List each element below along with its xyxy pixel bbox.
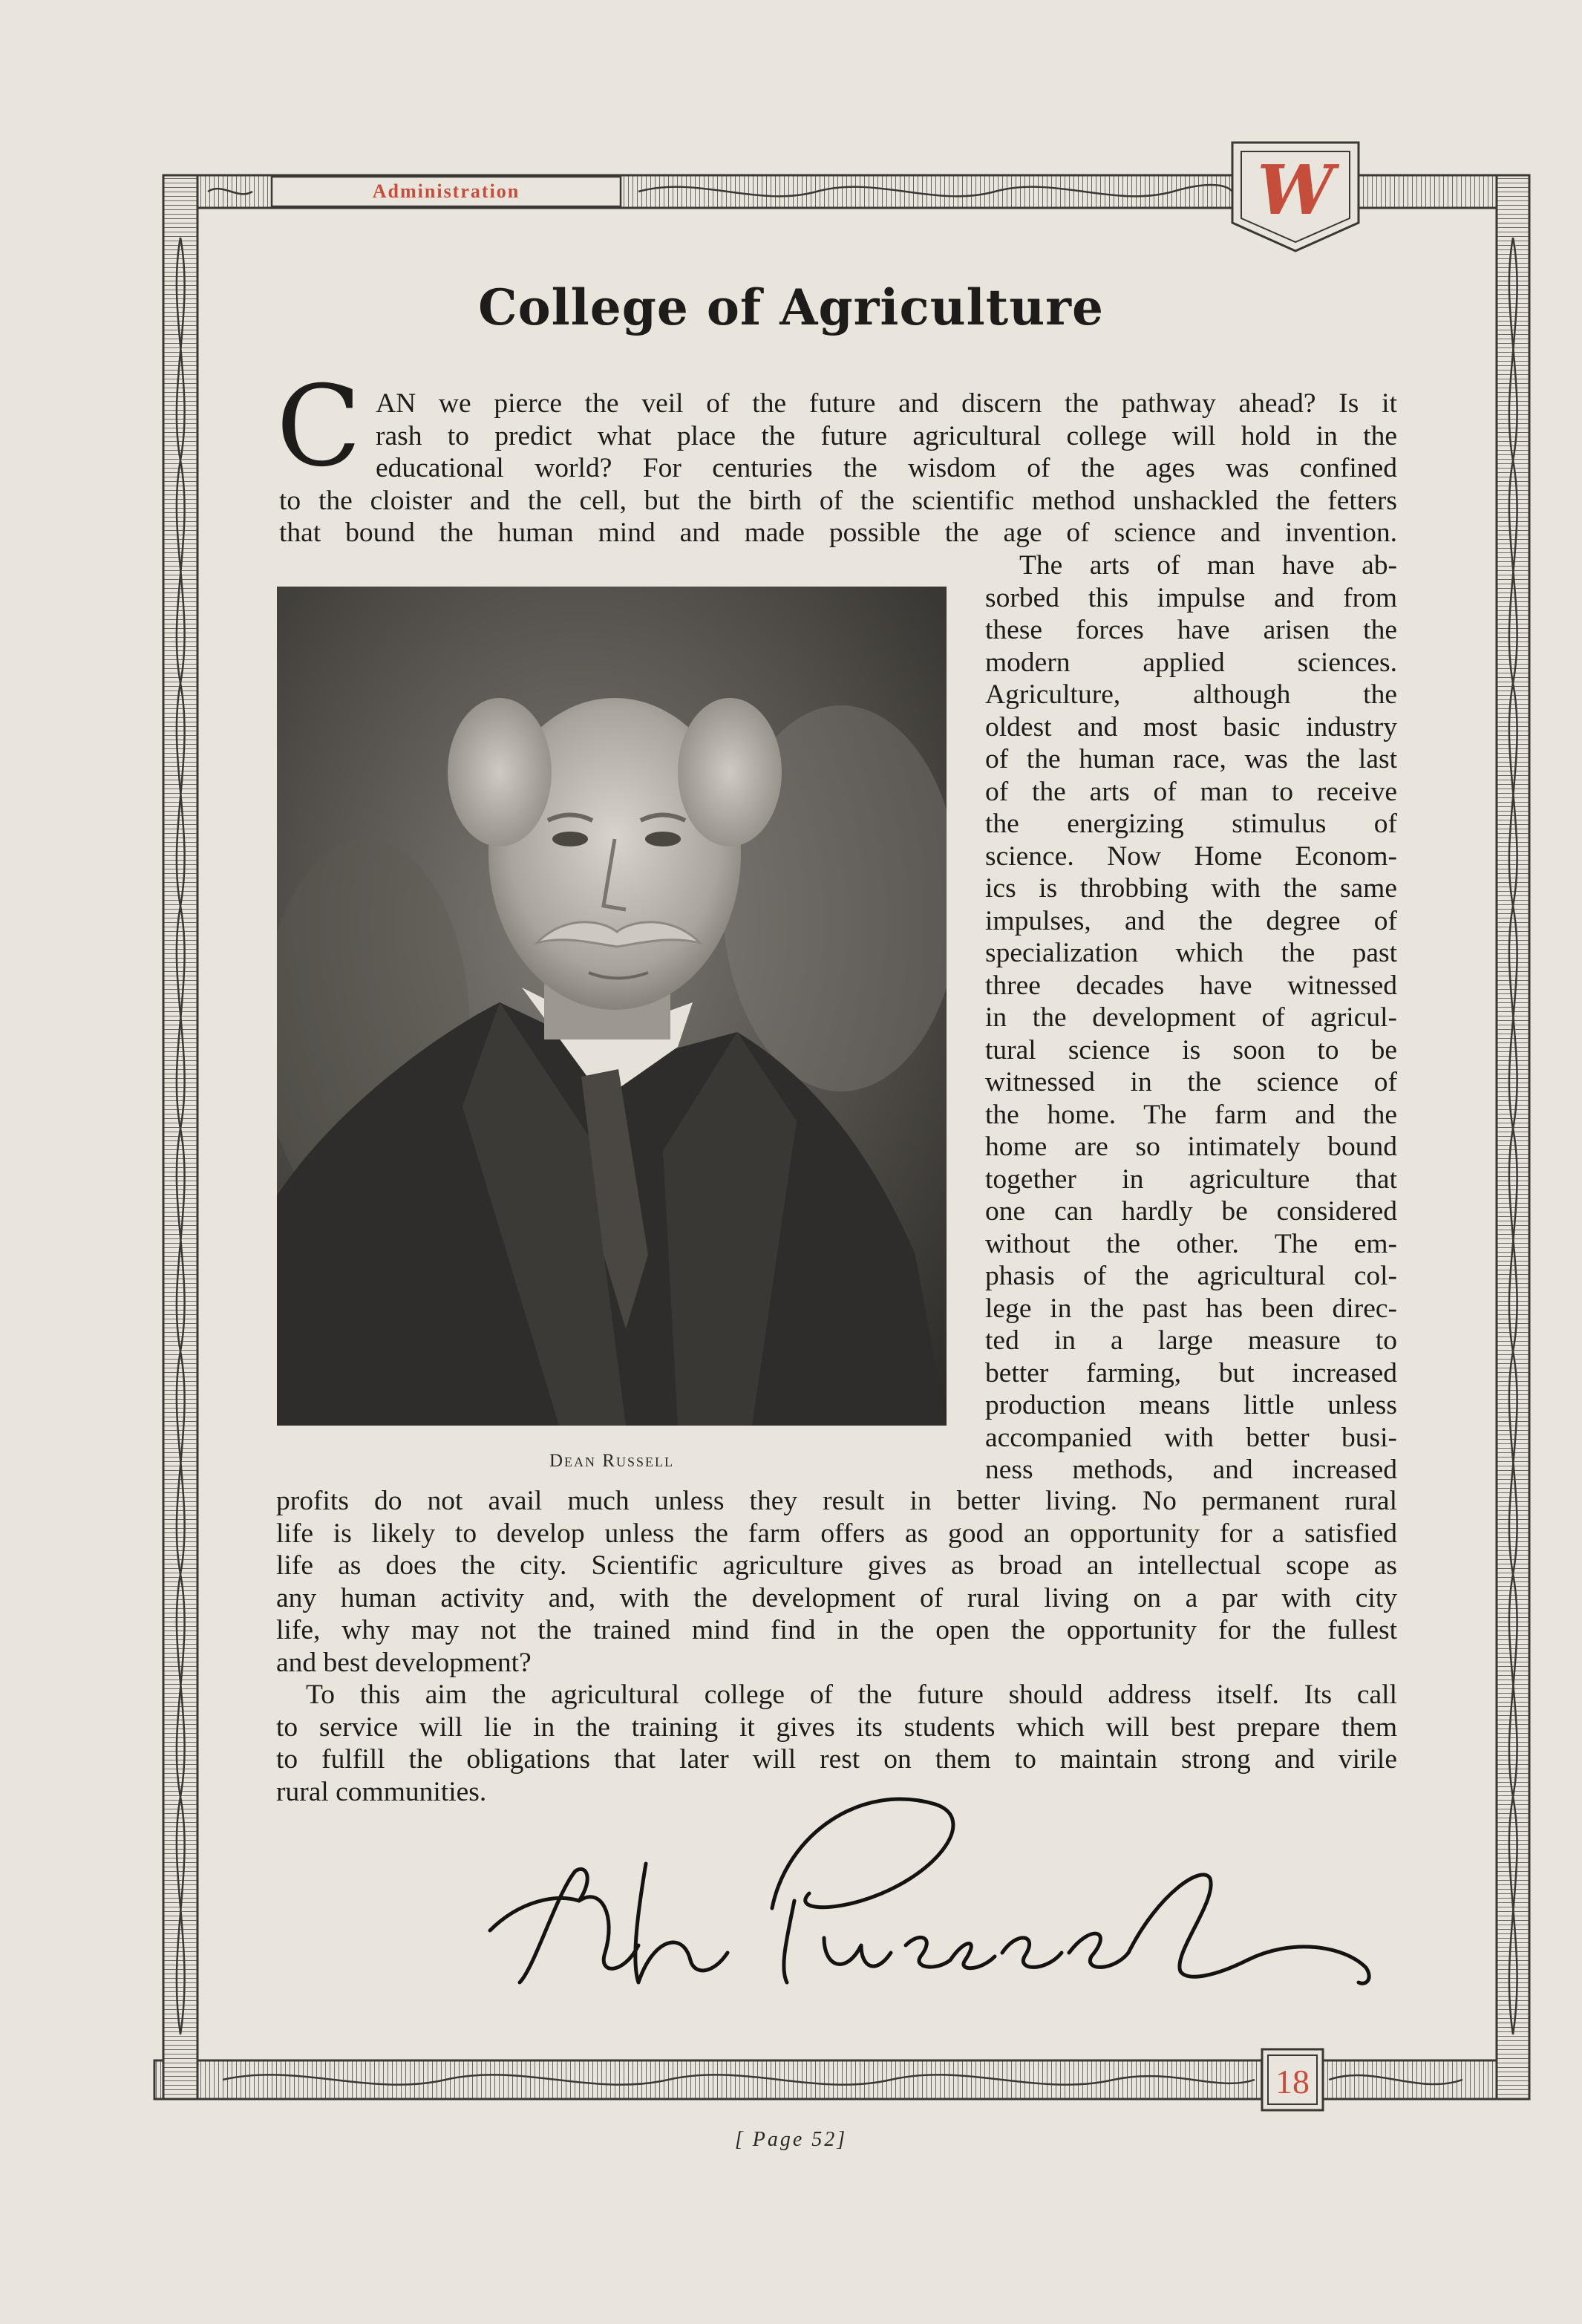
page-number-badge: 18 — [1275, 2062, 1310, 2101]
column-line: science. Now Home Econom- — [985, 841, 1397, 872]
column-line: ted in a large measure to — [985, 1325, 1397, 1356]
column-line: together in agriculture that — [985, 1163, 1397, 1195]
column-line: The arts of man have ab- — [1019, 550, 1397, 581]
body-line: life is likely to develop unless the farm offers as good an opportunity for a satisfied — [276, 1518, 1397, 1549]
dean-portrait-photo — [277, 587, 947, 1426]
intro-line: to the cloister and the cell, but the birth of the scientific method unshackled the fetters — [279, 485, 1397, 516]
column-line: in the development of agricul- — [985, 1002, 1397, 1033]
column-line: production means little unless — [985, 1390, 1397, 1420]
column-line: lege in the past has been direc- — [985, 1293, 1397, 1324]
column-line: the energizing stimulus of — [985, 809, 1397, 839]
column-line: ics is throbbing with the same — [985, 873, 1397, 904]
column-line: of the human race, was the last — [985, 744, 1397, 774]
body-line: profits do not avail much unless they result in better living. No permanent rural — [276, 1486, 1397, 1516]
signature — [475, 1789, 1411, 2012]
body-line: life, why may not the trained mind find in the open the opportunity for the fullest — [276, 1615, 1397, 1645]
column-line: witnessed in the science of — [985, 1067, 1397, 1097]
emblem-w-letter — [1232, 156, 1359, 230]
body-line: to service will lie in the training it gives its students which will best prepare them — [276, 1711, 1397, 1743]
column-line: tural science is soon to be — [985, 1034, 1397, 1065]
column-line: home are so intimately bound — [985, 1132, 1397, 1162]
column-line: accompanied with better busi- — [985, 1422, 1397, 1453]
intro-paragraph — [279, 388, 1397, 549]
body-line: life as does the city. Scientific agriculture gives as broad an intellectual scope as — [276, 1550, 1397, 1581]
body-line: To this aim the agricultural college of the future should address itself. Its call — [306, 1680, 1397, 1710]
intro-line: rash to predict what place the future agricultural college will hold in the — [376, 420, 1397, 451]
column-line: impulses, and the degree of — [985, 905, 1397, 936]
page-footer: [ Page 52] — [734, 2128, 848, 2151]
column-line: sorbed this impulse and from — [985, 582, 1397, 613]
intro-line: educational world? For centuries the wisdom of the ages was confined — [376, 453, 1397, 483]
column-line: modern applied sciences. — [985, 647, 1397, 678]
column-paragraph — [985, 549, 1397, 1486]
drop-cap: C — [276, 362, 362, 492]
column-line: one can hardly be considered — [985, 1196, 1397, 1227]
column-line: better farming, but increased — [985, 1357, 1397, 1388]
intro-line: that bound the human mind and made possible the age of science and invention. — [279, 518, 1397, 548]
body-line: any human activity and, with the development of rural living on a par with city — [276, 1582, 1397, 1613]
column-line: of the arts of man to receive — [985, 776, 1397, 807]
column-line: ness methods, and increased — [985, 1455, 1397, 1485]
column-line: three decades have witnessed — [985, 970, 1397, 1001]
body-line: rural communities. — [276, 1776, 487, 1807]
body-line: and best development? — [276, 1647, 532, 1678]
column-line: oldest and most basic industry — [985, 711, 1397, 742]
closing-paragraphs — [276, 1485, 1397, 1808]
body-line: to fulfill the obligations that later will rest on them to maintain strong and virile — [276, 1744, 1397, 1775]
column-line: specialization which the past — [985, 938, 1397, 968]
column-line: the home. The farm and the — [985, 1099, 1397, 1130]
photo-caption: Dean Russell — [549, 1451, 674, 1471]
column-line: phasis of the agricultural col- — [985, 1261, 1397, 1291]
column-line: Agriculture, although the — [985, 679, 1397, 710]
column-line: without the other. The em- — [985, 1228, 1397, 1259]
page-title: College of Agriculture — [478, 278, 1104, 336]
intro-line: AN we pierce the veil of the future and discern the pathway ahead? Is it — [376, 388, 1397, 419]
column-line: these forces have arisen the — [985, 615, 1397, 645]
section-label: Administration — [372, 180, 520, 202]
svg-text:W: W — [1257, 156, 1334, 230]
